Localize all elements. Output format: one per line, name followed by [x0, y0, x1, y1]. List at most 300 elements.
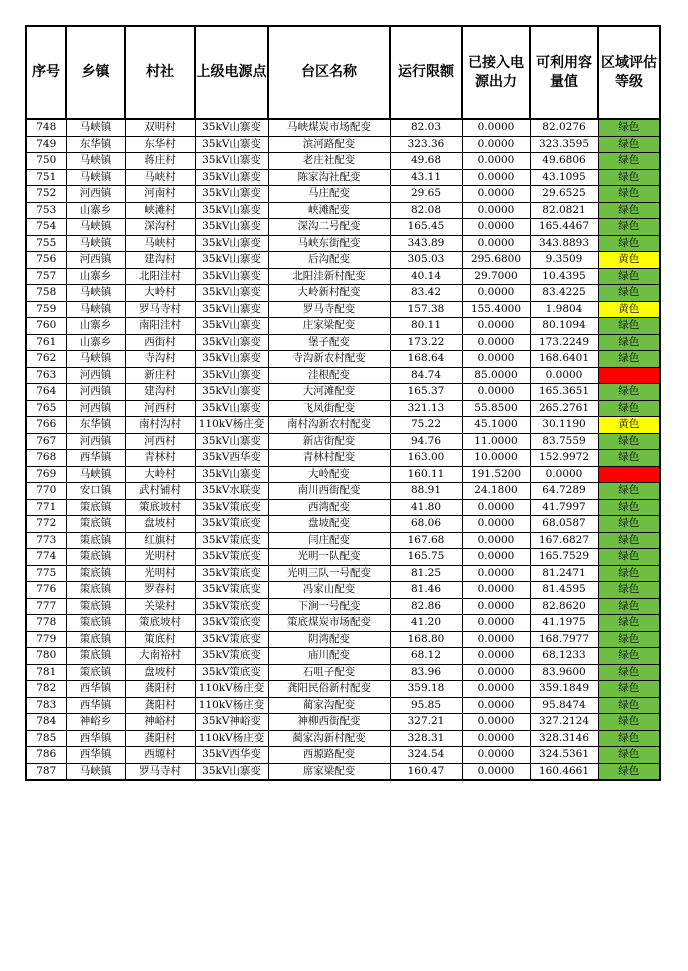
col-header-assessment-level: 区域评估等级: [598, 26, 660, 119]
row-limit-cell: 323.36: [390, 136, 462, 153]
row-limit-cell: 83.42: [390, 285, 462, 302]
row-index-cell: 764: [26, 384, 66, 401]
row-village-cell: 蒋庄村: [125, 153, 195, 170]
row-connected-output-cell: 0.0000: [462, 119, 530, 136]
row-index-cell: 765: [26, 400, 66, 417]
row-power-source-cell: 35kV山寨变: [195, 252, 268, 269]
row-limit-cell: 41.20: [390, 615, 462, 632]
row-connected-output-cell: 0.0000: [462, 516, 530, 533]
row-station-name-cell: 策底煤炭市场配变: [268, 615, 390, 632]
table-row: [26, 301, 660, 318]
row-limit-cell: 75.22: [390, 417, 462, 434]
row-index-cell: 787: [26, 763, 66, 780]
row-village-cell: 罗春村: [125, 582, 195, 599]
row-available-capacity-cell: 64.7289: [530, 483, 598, 500]
row-assessment-level-cell: 绿色: [598, 186, 660, 203]
row-limit-cell: 343.89: [390, 235, 462, 252]
row-connected-output-cell: 0.0000: [462, 235, 530, 252]
row-village-cell: 龚阳村: [125, 681, 195, 698]
row-connected-output-cell: 0.0000: [462, 219, 530, 236]
row-available-capacity-cell: 95.8474: [530, 697, 598, 714]
table-row: [26, 268, 660, 285]
row-available-capacity-cell: 83.4225: [530, 285, 598, 302]
row-index-cell: 767: [26, 433, 66, 450]
row-connected-output-cell: 0.0000: [462, 763, 530, 780]
row-power-source-cell: 35kV山寨变: [195, 186, 268, 203]
row-connected-output-cell: 191.5200: [462, 466, 530, 483]
row-limit-cell: 68.12: [390, 648, 462, 665]
row-index-cell: 758: [26, 285, 66, 302]
row-index-cell: 776: [26, 582, 66, 599]
row-power-source-cell: 35kV山寨变: [195, 235, 268, 252]
table-row: [26, 730, 660, 747]
row-village-cell: 西街村: [125, 334, 195, 351]
row-town-cell: 西华镇: [66, 697, 125, 714]
row-available-capacity-cell: 30.1190: [530, 417, 598, 434]
row-limit-cell: 165.75: [390, 549, 462, 566]
row-assessment-level-cell: 绿色: [598, 219, 660, 236]
row-town-cell: 策底镇: [66, 631, 125, 648]
row-power-source-cell: 35kV山寨变: [195, 219, 268, 236]
row-village-cell: 龚阳村: [125, 697, 195, 714]
row-power-source-cell: 35kV策底变: [195, 499, 268, 516]
row-limit-cell: 94.76: [390, 433, 462, 450]
row-limit-cell: 29.65: [390, 186, 462, 203]
row-station-name-cell: 堡子配变: [268, 334, 390, 351]
row-available-capacity-cell: 9.3509: [530, 252, 598, 269]
row-connected-output-cell: 0.0000: [462, 664, 530, 681]
row-village-cell: 大岭村: [125, 466, 195, 483]
row-available-capacity-cell: 1.9804: [530, 301, 598, 318]
row-index-cell: 755: [26, 235, 66, 252]
row-town-cell: 东华镇: [66, 136, 125, 153]
row-village-cell: 光明村: [125, 565, 195, 582]
table-row: [26, 466, 660, 483]
table-row: [26, 615, 660, 632]
row-village-cell: 河西村: [125, 400, 195, 417]
row-station-name-cell: 南村沟新农村配变: [268, 417, 390, 434]
row-available-capacity-cell: 10.4395: [530, 268, 598, 285]
row-limit-cell: 41.80: [390, 499, 462, 516]
row-limit-cell: 160.47: [390, 763, 462, 780]
table-header: [26, 26, 660, 119]
row-limit-cell: 82.08: [390, 202, 462, 219]
row-station-name-cell: 阴湾配变: [268, 631, 390, 648]
row-town-cell: 策底镇: [66, 532, 125, 549]
row-available-capacity-cell: 68.1233: [530, 648, 598, 665]
row-index-cell: 777: [26, 598, 66, 615]
row-town-cell: 策底镇: [66, 615, 125, 632]
row-assessment-level-cell: 绿色: [598, 153, 660, 170]
row-connected-output-cell: 0.0000: [462, 714, 530, 731]
row-power-source-cell: 35kV神峪变: [195, 714, 268, 731]
row-assessment-level-cell: 绿色: [598, 433, 660, 450]
row-village-cell: 神峪村: [125, 714, 195, 731]
row-station-name-cell: 蔺家沟配变: [268, 697, 390, 714]
row-available-capacity-cell: 0.0000: [530, 367, 598, 384]
row-index-cell: 760: [26, 318, 66, 335]
row-assessment-level-cell: 绿色: [598, 400, 660, 417]
row-limit-cell: 82.86: [390, 598, 462, 615]
row-assessment-level-cell: 绿色: [598, 334, 660, 351]
row-available-capacity-cell: 41.7997: [530, 499, 598, 516]
table-row: [26, 400, 660, 417]
row-connected-output-cell: 0.0000: [462, 285, 530, 302]
row-town-cell: 马峡镇: [66, 763, 125, 780]
row-power-source-cell: 35kV山寨变: [195, 268, 268, 285]
row-power-source-cell: 35kV西华变: [195, 747, 268, 764]
row-town-cell: 西华镇: [66, 730, 125, 747]
table-row: [26, 450, 660, 467]
row-assessment-level-cell: 黄色: [598, 252, 660, 269]
row-station-name-cell: 滨河路配变: [268, 136, 390, 153]
row-connected-output-cell: 55.8500: [462, 400, 530, 417]
row-town-cell: 东华镇: [66, 417, 125, 434]
row-village-cell: 南村沟村: [125, 417, 195, 434]
row-connected-output-cell: 0.0000: [462, 153, 530, 170]
row-available-capacity-cell: 43.1095: [530, 169, 598, 186]
row-power-source-cell: 35kV山寨变: [195, 285, 268, 302]
row-connected-output-cell: 0.0000: [462, 384, 530, 401]
row-index-cell: 772: [26, 516, 66, 533]
row-village-cell: 河西村: [125, 433, 195, 450]
row-power-source-cell: 35kV山寨变: [195, 334, 268, 351]
row-assessment-level-cell: 绿色: [598, 549, 660, 566]
table-row: [26, 516, 660, 533]
row-power-source-cell: 35kV山寨变: [195, 136, 268, 153]
row-station-name-cell: 席家梁配变: [268, 763, 390, 780]
row-town-cell: 河西镇: [66, 433, 125, 450]
table-row: [26, 153, 660, 170]
row-town-cell: 山寨乡: [66, 334, 125, 351]
row-station-name-cell: 后沟配变: [268, 252, 390, 269]
row-assessment-level-cell: 绿色: [598, 450, 660, 467]
row-connected-output-cell: 85.0000: [462, 367, 530, 384]
table-row: [26, 169, 660, 186]
row-index-cell: 782: [26, 681, 66, 698]
row-index-cell: 766: [26, 417, 66, 434]
row-station-name-cell: 光明一队配变: [268, 549, 390, 566]
row-assessment-level-cell: 绿色: [598, 532, 660, 549]
row-station-name-cell: 西塬路配变: [268, 747, 390, 764]
row-station-name-cell: 龚阳民俗新村配变: [268, 681, 390, 698]
row-village-cell: 建沟村: [125, 252, 195, 269]
row-connected-output-cell: 0.0000: [462, 136, 530, 153]
row-assessment-level-cell: 绿色: [598, 598, 660, 615]
table-row: [26, 202, 660, 219]
row-town-cell: 山寨乡: [66, 318, 125, 335]
row-village-cell: 新庄村: [125, 367, 195, 384]
row-limit-cell: 328.31: [390, 730, 462, 747]
row-village-cell: 龚阳村: [125, 730, 195, 747]
row-village-cell: 武村铺村: [125, 483, 195, 500]
row-station-name-cell: 峡滩配变: [268, 202, 390, 219]
row-available-capacity-cell: 343.8893: [530, 235, 598, 252]
row-assessment-level-cell: 绿色: [598, 268, 660, 285]
row-village-cell: 深沟村: [125, 219, 195, 236]
row-town-cell: 神峪乡: [66, 714, 125, 731]
col-header-limit: 运行限额: [390, 26, 462, 119]
table-row: [26, 582, 660, 599]
row-available-capacity-cell: 168.7977: [530, 631, 598, 648]
row-power-source-cell: 35kV山寨变: [195, 119, 268, 136]
table-row: [26, 499, 660, 516]
row-village-cell: 南阳洼村: [125, 318, 195, 335]
row-assessment-level-cell: 绿色: [598, 318, 660, 335]
row-available-capacity-cell: 359.1849: [530, 681, 598, 698]
row-connected-output-cell: 0.0000: [462, 615, 530, 632]
row-station-name-cell: 庙川配变: [268, 648, 390, 665]
row-station-name-cell: 北阳洼新村配变: [268, 268, 390, 285]
row-limit-cell: 68.06: [390, 516, 462, 533]
table-row: [26, 565, 660, 582]
table-row: [26, 252, 660, 269]
row-available-capacity-cell: 83.7559: [530, 433, 598, 450]
row-town-cell: 西华镇: [66, 747, 125, 764]
row-village-cell: 建沟村: [125, 384, 195, 401]
table-row: [26, 351, 660, 368]
row-index-cell: 761: [26, 334, 66, 351]
table-row: [26, 483, 660, 500]
row-limit-cell: 168.80: [390, 631, 462, 648]
row-village-cell: 峡滩村: [125, 202, 195, 219]
row-town-cell: 山寨乡: [66, 268, 125, 285]
row-index-cell: 753: [26, 202, 66, 219]
row-power-source-cell: 35kV山寨变: [195, 384, 268, 401]
row-connected-output-cell: 155.4000: [462, 301, 530, 318]
row-limit-cell: 88.91: [390, 483, 462, 500]
row-power-source-cell: 35kV山寨变: [195, 318, 268, 335]
table-row: [26, 433, 660, 450]
row-station-name-cell: 青林村配变: [268, 450, 390, 467]
row-assessment-level-cell: 绿色: [598, 235, 660, 252]
row-assessment-level-cell: 绿色: [598, 483, 660, 500]
row-index-cell: 773: [26, 532, 66, 549]
row-assessment-level-cell: 绿色: [598, 714, 660, 731]
row-available-capacity-cell: 323.3595: [530, 136, 598, 153]
row-index-cell: 784: [26, 714, 66, 731]
row-village-cell: 青林村: [125, 450, 195, 467]
row-town-cell: 山寨乡: [66, 202, 125, 219]
row-limit-cell: 40.14: [390, 268, 462, 285]
row-village-cell: 策底村: [125, 631, 195, 648]
row-index-cell: 778: [26, 615, 66, 632]
row-village-cell: 盘坡村: [125, 664, 195, 681]
row-assessment-level-cell: 绿色: [598, 631, 660, 648]
row-town-cell: 策底镇: [66, 549, 125, 566]
row-town-cell: 策底镇: [66, 516, 125, 533]
table-row: [26, 367, 660, 384]
row-available-capacity-cell: 152.9972: [530, 450, 598, 467]
row-limit-cell: 163.00: [390, 450, 462, 467]
row-assessment-level-cell: 绿色: [598, 384, 660, 401]
row-village-cell: 西塬村: [125, 747, 195, 764]
table-row: [26, 664, 660, 681]
row-town-cell: 策底镇: [66, 565, 125, 582]
row-town-cell: 河西镇: [66, 186, 125, 203]
row-power-source-cell: 110kV杨庄变: [195, 697, 268, 714]
row-limit-cell: 160.11: [390, 466, 462, 483]
table-row: [26, 747, 660, 764]
row-power-source-cell: 35kV山寨变: [195, 466, 268, 483]
table-row: [26, 549, 660, 566]
row-assessment-level-cell: 绿色: [598, 648, 660, 665]
row-town-cell: 策底镇: [66, 499, 125, 516]
row-town-cell: 西华镇: [66, 681, 125, 698]
row-available-capacity-cell: 68.0587: [530, 516, 598, 533]
row-connected-output-cell: 0.0000: [462, 169, 530, 186]
row-index-cell: 769: [26, 466, 66, 483]
row-connected-output-cell: 0.0000: [462, 318, 530, 335]
row-assessment-level-cell: 绿色: [598, 169, 660, 186]
row-station-name-cell: 下涧一号配变: [268, 598, 390, 615]
row-limit-cell: 321.13: [390, 400, 462, 417]
row-village-cell: 光明村: [125, 549, 195, 566]
row-power-source-cell: 35kV策底变: [195, 664, 268, 681]
row-assessment-level-cell: 绿色: [598, 202, 660, 219]
row-available-capacity-cell: 0.0000: [530, 466, 598, 483]
row-index-cell: 751: [26, 169, 66, 186]
table-row: [26, 318, 660, 335]
row-available-capacity-cell: 328.3146: [530, 730, 598, 747]
row-connected-output-cell: 0.0000: [462, 747, 530, 764]
row-available-capacity-cell: 165.4467: [530, 219, 598, 236]
row-power-source-cell: 35kV策底变: [195, 532, 268, 549]
row-power-source-cell: 35kV山寨变: [195, 351, 268, 368]
row-station-name-cell: 飞凤街配变: [268, 400, 390, 417]
row-power-source-cell: 35kV山寨变: [195, 367, 268, 384]
table-row: [26, 219, 660, 236]
row-assessment-level-cell: 红色: [598, 466, 660, 483]
row-connected-output-cell: 0.0000: [462, 681, 530, 698]
row-power-source-cell: 35kV山寨变: [195, 169, 268, 186]
row-village-cell: 红旗村: [125, 532, 195, 549]
row-available-capacity-cell: 82.8620: [530, 598, 598, 615]
row-assessment-level-cell: 绿色: [598, 697, 660, 714]
row-index-cell: 749: [26, 136, 66, 153]
row-connected-output-cell: 295.6800: [462, 252, 530, 269]
row-index-cell: 785: [26, 730, 66, 747]
table-row: [26, 334, 660, 351]
col-header-connected-output: 已接入电源出力: [462, 26, 530, 119]
table-row: [26, 119, 660, 136]
row-village-cell: 寺沟村: [125, 351, 195, 368]
row-index-cell: 763: [26, 367, 66, 384]
row-connected-output-cell: 0.0000: [462, 334, 530, 351]
row-town-cell: 策底镇: [66, 598, 125, 615]
row-power-source-cell: 35kV策底变: [195, 598, 268, 615]
row-index-cell: 754: [26, 219, 66, 236]
table-row: [26, 417, 660, 434]
row-station-name-cell: 大河滩配变: [268, 384, 390, 401]
row-town-cell: 策底镇: [66, 648, 125, 665]
row-power-source-cell: 35kV策底变: [195, 516, 268, 533]
row-connected-output-cell: 29.7000: [462, 268, 530, 285]
row-limit-cell: 81.46: [390, 582, 462, 599]
row-available-capacity-cell: 81.2471: [530, 565, 598, 582]
row-index-cell: 774: [26, 549, 66, 566]
row-town-cell: 马峡镇: [66, 219, 125, 236]
row-station-name-cell: 南川西街配变: [268, 483, 390, 500]
row-index-cell: 768: [26, 450, 66, 467]
table-row: [26, 186, 660, 203]
table-row: [26, 631, 660, 648]
row-limit-cell: 305.03: [390, 252, 462, 269]
row-power-source-cell: 35kV水联变: [195, 483, 268, 500]
table-row: [26, 136, 660, 153]
row-assessment-level-cell: 绿色: [598, 516, 660, 533]
row-assessment-level-cell: 绿色: [598, 582, 660, 599]
row-index-cell: 779: [26, 631, 66, 648]
col-header-village: 村社: [125, 26, 195, 119]
row-connected-output-cell: 0.0000: [462, 351, 530, 368]
row-index-cell: 757: [26, 268, 66, 285]
capacity-table: [25, 25, 661, 781]
row-assessment-level-cell: 绿色: [598, 664, 660, 681]
row-limit-cell: 82.03: [390, 119, 462, 136]
row-power-source-cell: 110kV杨庄变: [195, 681, 268, 698]
row-power-source-cell: 35kV西华变: [195, 450, 268, 467]
row-index-cell: 752: [26, 186, 66, 203]
row-connected-output-cell: 10.0000: [462, 450, 530, 467]
row-town-cell: 马峡镇: [66, 169, 125, 186]
row-limit-cell: 327.21: [390, 714, 462, 731]
row-village-cell: 关梁村: [125, 598, 195, 615]
row-power-source-cell: 35kV策底变: [195, 615, 268, 632]
row-town-cell: 河西镇: [66, 400, 125, 417]
row-limit-cell: 173.22: [390, 334, 462, 351]
row-index-cell: 780: [26, 648, 66, 665]
row-connected-output-cell: 0.0000: [462, 549, 530, 566]
row-connected-output-cell: 24.1800: [462, 483, 530, 500]
row-station-name-cell: 深沟二号配变: [268, 219, 390, 236]
row-index-cell: 771: [26, 499, 66, 516]
row-available-capacity-cell: 165.3651: [530, 384, 598, 401]
table-row: [26, 697, 660, 714]
row-station-name-cell: 罗马寺配变: [268, 301, 390, 318]
row-limit-cell: 165.45: [390, 219, 462, 236]
row-station-name-cell: 盘坡配变: [268, 516, 390, 533]
row-station-name-cell: 神柳西街配变: [268, 714, 390, 731]
row-connected-output-cell: 45.1000: [462, 417, 530, 434]
table-row: [26, 763, 660, 780]
table-row: [26, 285, 660, 302]
row-available-capacity-cell: 160.4661: [530, 763, 598, 780]
table-row: [26, 384, 660, 401]
row-station-name-cell: 陈家沟社配变: [268, 169, 390, 186]
row-station-name-cell: 新店街配变: [268, 433, 390, 450]
row-village-cell: 马峡村: [125, 169, 195, 186]
row-town-cell: 马峡镇: [66, 466, 125, 483]
row-connected-output-cell: 0.0000: [462, 565, 530, 582]
row-village-cell: 策底坡村: [125, 615, 195, 632]
row-station-name-cell: 寺沟新农村配变: [268, 351, 390, 368]
row-connected-output-cell: 11.0000: [462, 433, 530, 450]
row-connected-output-cell: 0.0000: [462, 582, 530, 599]
row-index-cell: 781: [26, 664, 66, 681]
row-power-source-cell: 35kV山寨变: [195, 400, 268, 417]
row-assessment-level-cell: 绿色: [598, 681, 660, 698]
row-assessment-level-cell: 绿色: [598, 499, 660, 516]
row-limit-cell: 324.54: [390, 747, 462, 764]
row-limit-cell: 80.11: [390, 318, 462, 335]
col-header-available-capacity: 可利用容量值: [530, 26, 598, 119]
row-available-capacity-cell: 324.5361: [530, 747, 598, 764]
row-limit-cell: 359.18: [390, 681, 462, 698]
row-station-name-cell: 马峡煤炭市场配变: [268, 119, 390, 136]
row-available-capacity-cell: 327.2124: [530, 714, 598, 731]
row-connected-output-cell: 0.0000: [462, 631, 530, 648]
